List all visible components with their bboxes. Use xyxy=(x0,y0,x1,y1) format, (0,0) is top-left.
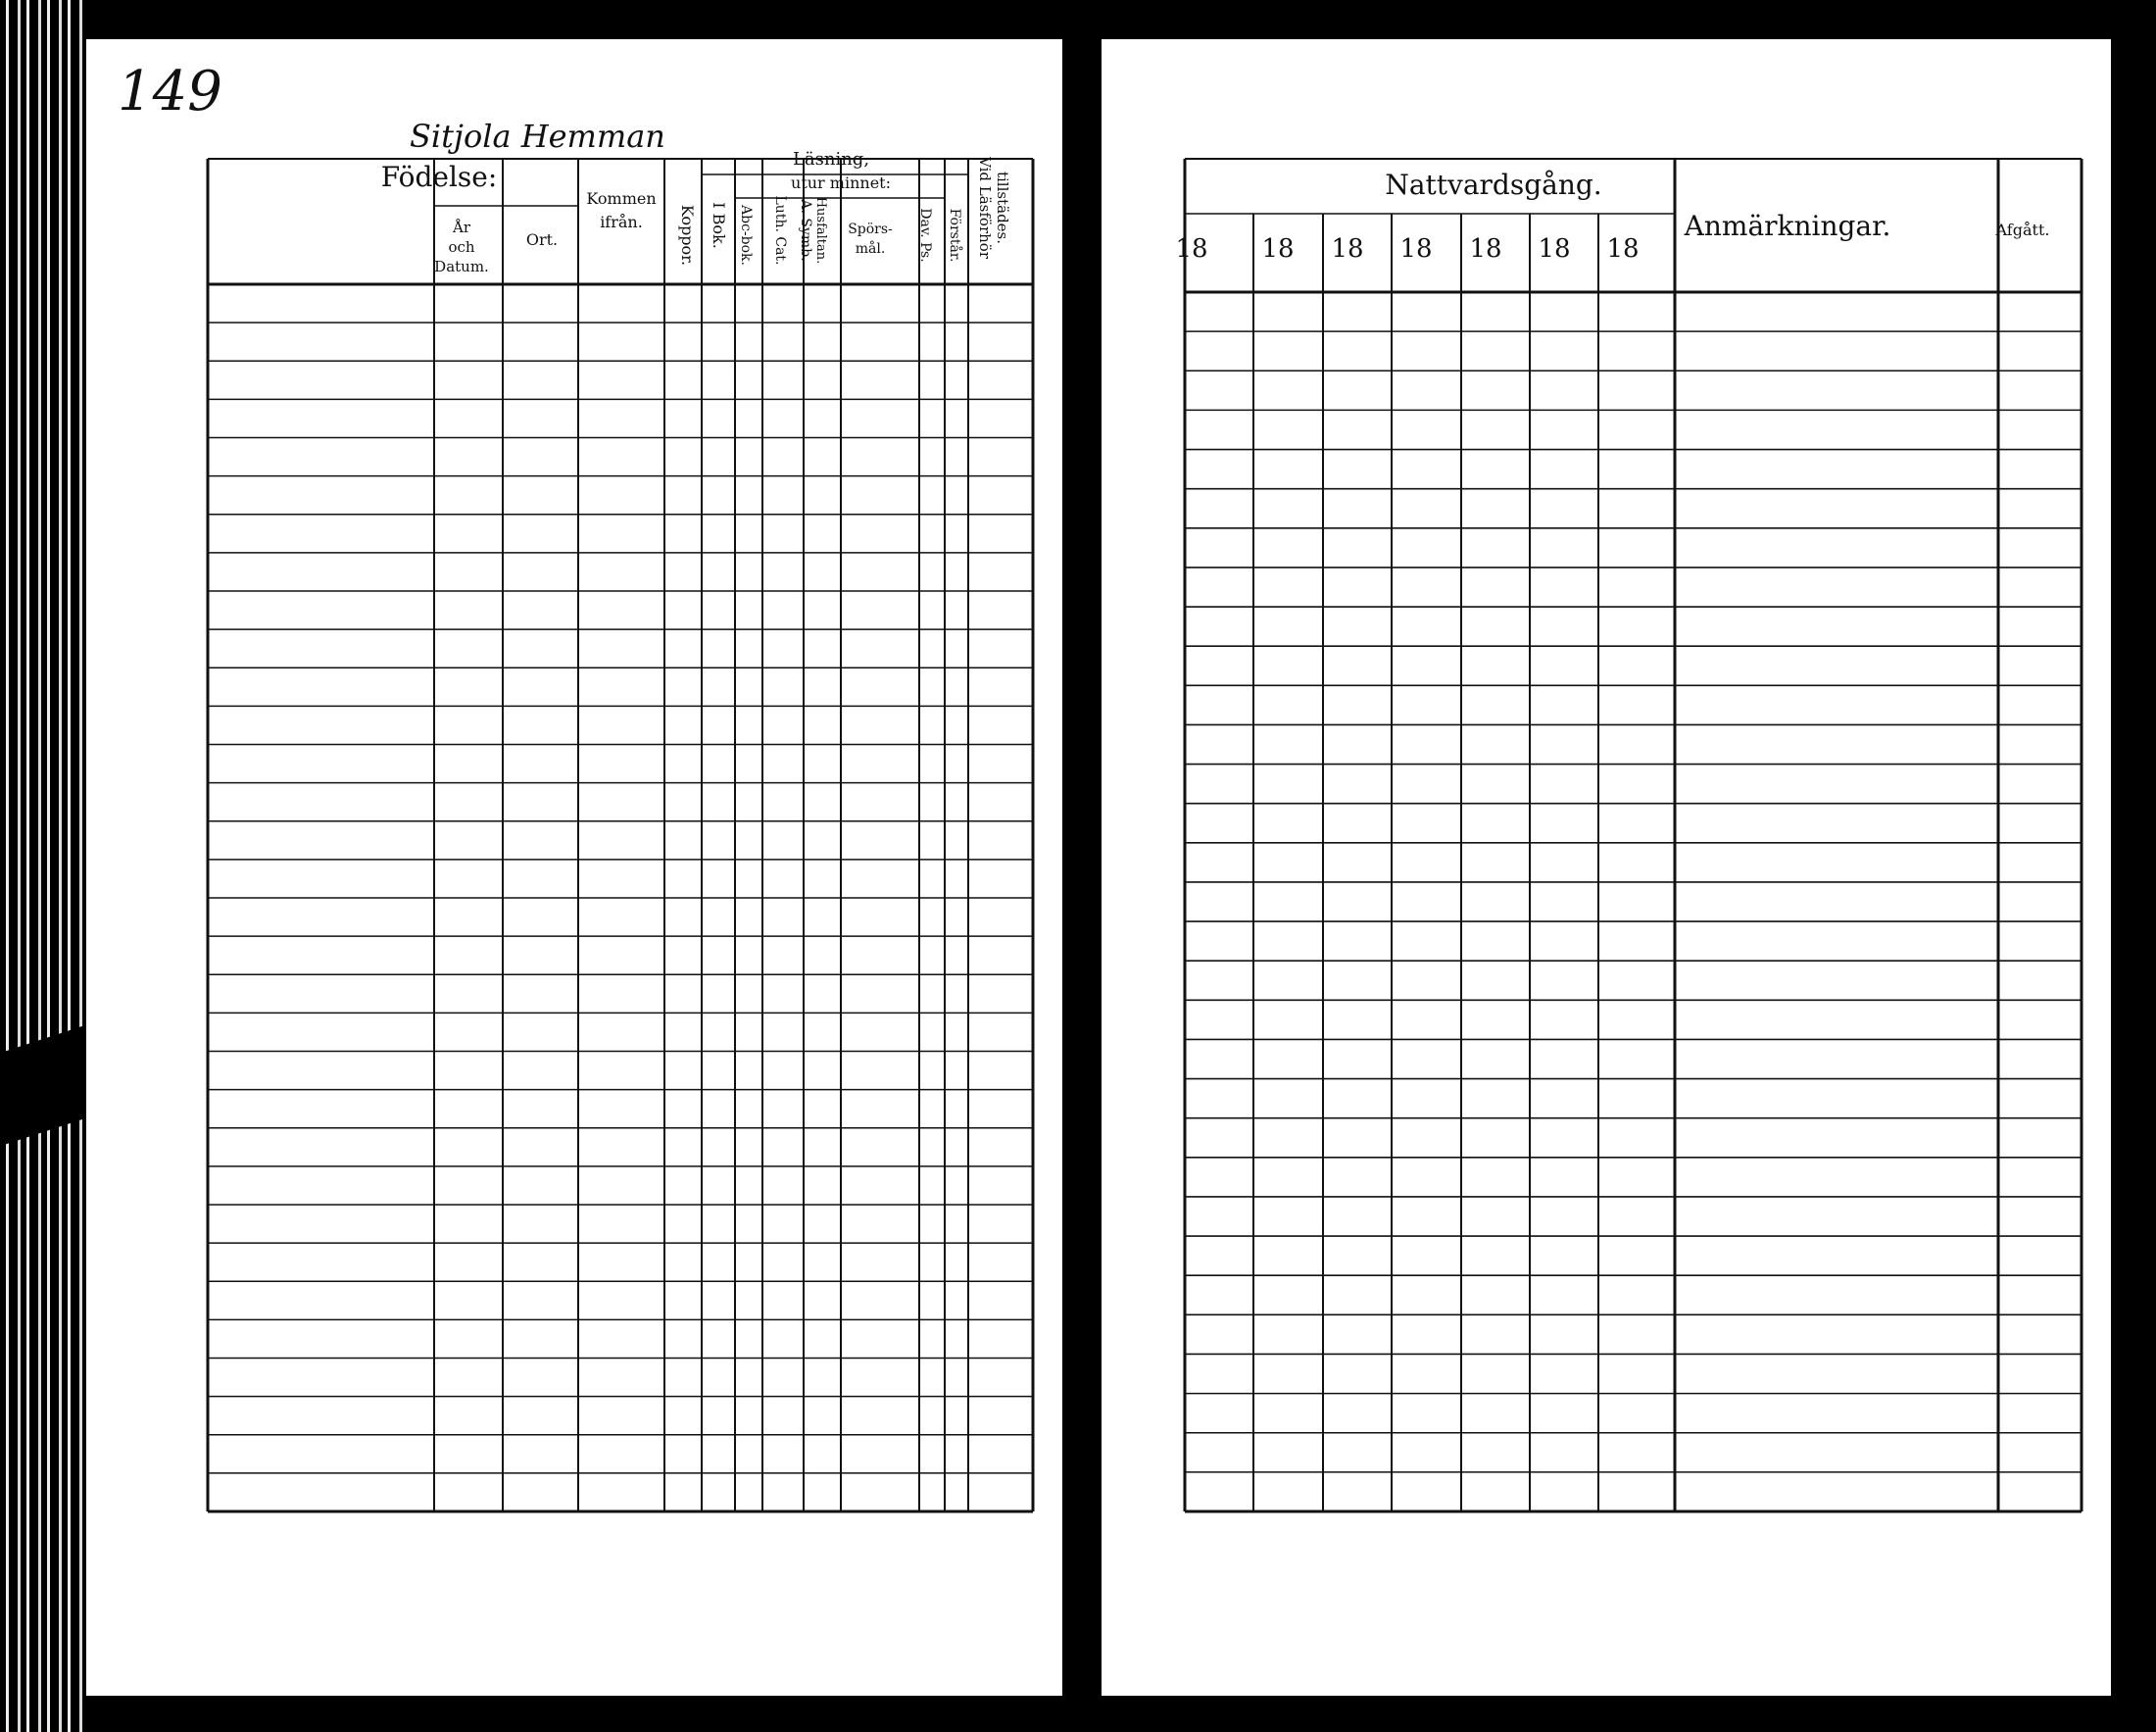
place-name: Sitjola Hemman xyxy=(410,118,665,155)
header-forstar: Förstår. xyxy=(947,208,962,263)
header-utur-minnet: utur minnet: xyxy=(791,173,891,192)
header-ar: År xyxy=(452,219,471,236)
year-label-7: 18 xyxy=(1606,234,1640,264)
book-spine xyxy=(1062,0,1102,1732)
year-label-3: 18 xyxy=(1331,234,1364,264)
book-edge xyxy=(0,0,86,1732)
header-datum: Datum. xyxy=(434,258,489,275)
right-header xyxy=(1175,169,2049,264)
header-ort: Ort. xyxy=(525,230,559,249)
header-afgatt: Afgått. xyxy=(1995,221,2050,239)
header-sporsmal-1: Spörs- xyxy=(848,222,893,237)
header-anmarkningar: Anmärkningar. xyxy=(1684,210,1891,242)
right-form-table xyxy=(1102,39,2111,1696)
header-dav-ps: Dav. Ps. xyxy=(917,208,933,263)
header-fodelse: Födelse: xyxy=(380,161,498,193)
header-i-bok: I Bok. xyxy=(710,202,728,249)
year-label-4: 18 xyxy=(1399,234,1433,264)
header-lasning: Läsning, xyxy=(792,149,870,170)
year-label-1: 18 xyxy=(1175,234,1208,264)
left-page xyxy=(86,39,1062,1696)
header-koppor: Koppor. xyxy=(678,204,697,267)
left-header xyxy=(381,149,1011,275)
header-vid-las-2: tillstädes. xyxy=(994,171,1011,245)
header-och: och xyxy=(448,238,475,256)
year-label-5: 18 xyxy=(1469,234,1502,264)
header-kommen-2: ifrån. xyxy=(600,213,643,231)
page-number: 149 xyxy=(118,60,222,124)
header-a-symb-2: Husfaltan. xyxy=(813,196,828,265)
header-vid-las-1: Vid Läsförhör xyxy=(976,157,994,259)
header-nattvardsgang: Nattvardsgång. xyxy=(1385,169,1602,201)
right-grid-lines xyxy=(1185,159,2082,1511)
header-a-symb-1: A. Symb. xyxy=(798,199,813,262)
header-kommen-1: Kommen xyxy=(586,189,657,208)
header-luth-cat: Luth. Cat. xyxy=(772,195,788,266)
year-label-2: 18 xyxy=(1261,234,1295,264)
header-abc-bok: Abc-bok. xyxy=(738,205,754,266)
left-grid-lines xyxy=(208,159,1033,1511)
year-label-6: 18 xyxy=(1538,234,1571,264)
left-form-table xyxy=(86,39,1062,1696)
header-sporsmal-2: mål. xyxy=(855,241,886,257)
right-page xyxy=(1102,39,2111,1696)
